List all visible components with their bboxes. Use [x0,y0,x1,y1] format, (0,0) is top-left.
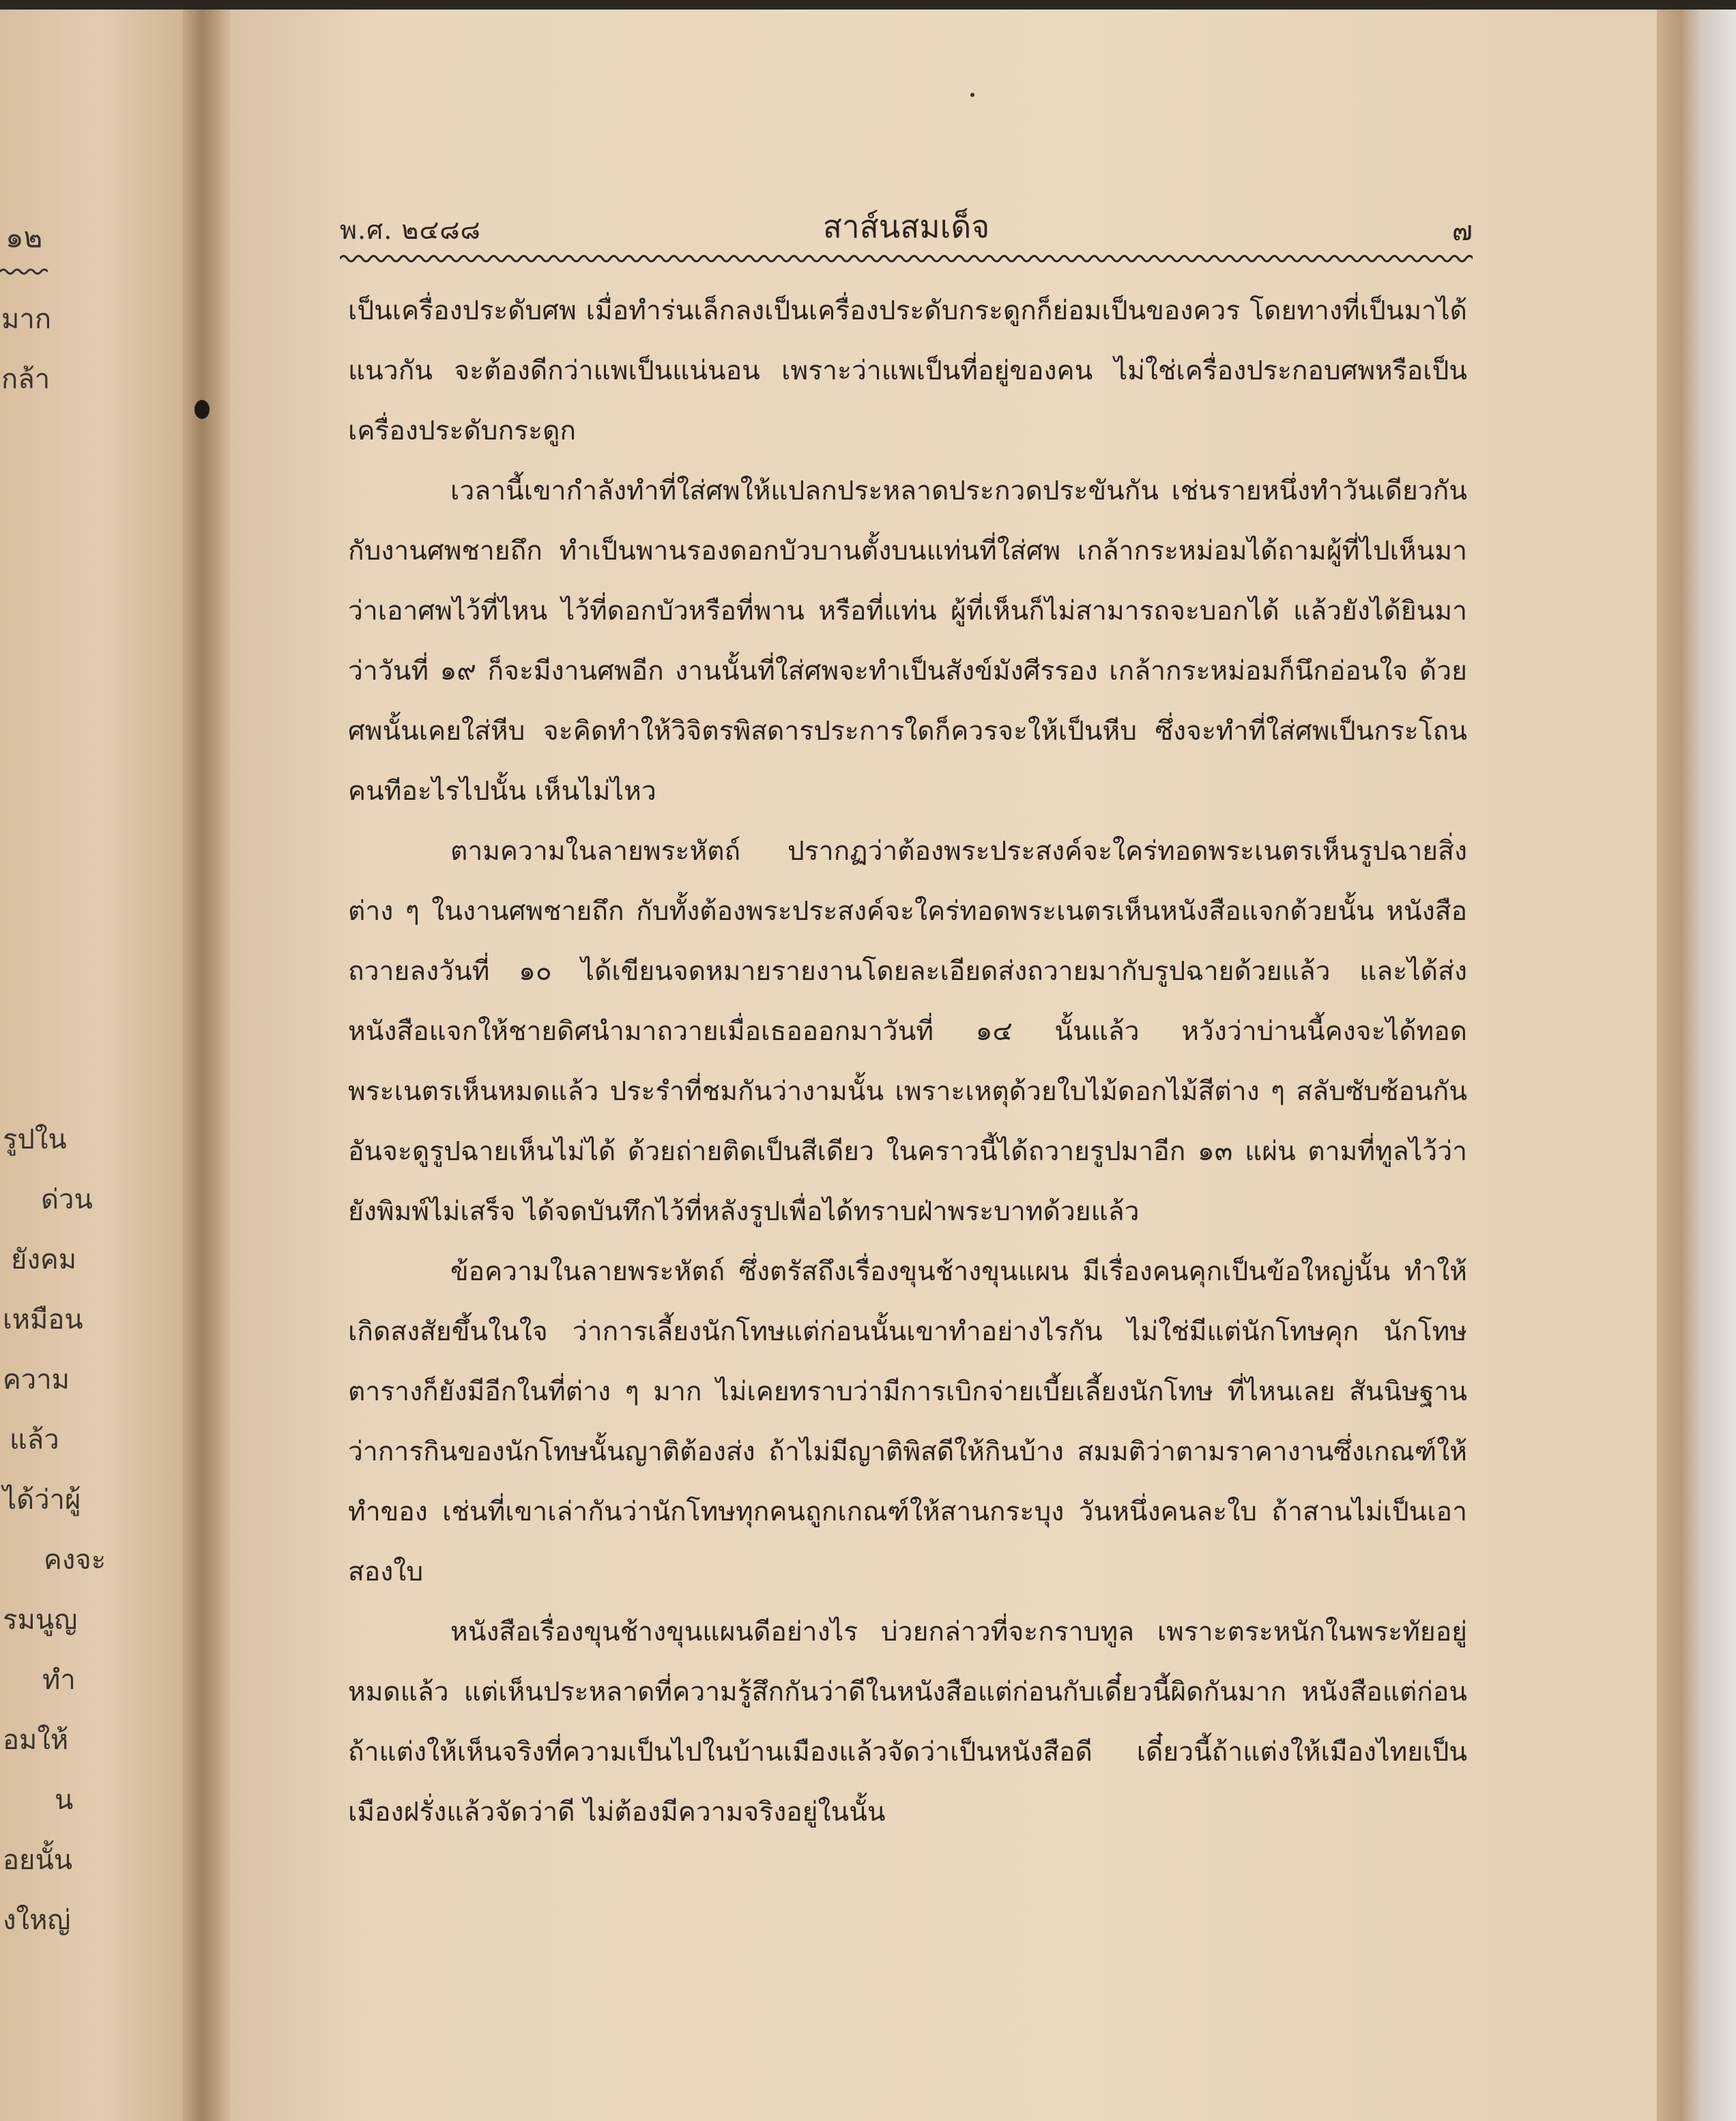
facing-fragment: มาก [1,304,52,335]
wavy-header-rule [340,251,1473,266]
body-text [348,281,1467,1843]
facing-fragment: งใหญ่ [3,1905,71,1936]
header-year: พ.ศ. ๒๔๘๘ [340,215,481,245]
facing-fragment: รมนูญ [3,1604,78,1636]
paper-speck [970,93,974,97]
book-spine-shadow [183,0,231,2121]
binding-hole [194,400,209,419]
facing-page-number: ๑๒ [5,220,43,254]
facing-fragment: อยนั้น [3,1845,73,1876]
paragraph: หนังสือเรื่องขุนช้างขุนแผนดีอย่างไร บ่วยกล่าวที่จะกราบทูล เพราะตระหนักในพระทัยอยู่หมดแล้ว แต่เห็นประหลาดที่ความรู้สึกกันว่าดีในหนังสือแต่ก่อนกับเดี๋ยวนี้ผิดกันมาก หนังสือแต่ก่อนถ้าแต่งให้เห็นจริงที่ความเป็นไปในบ้านเมืองแล้วจัดว่าเป็นหนังสือดี เดี๋ยวนี้ถ้าแต่งให้เมืองไทยเป็นเมืองฝรั่งแล้วจัดว่าดี ไม่ต้องมีความจริงอยู่ในนั้น [348,1617,1467,1828]
facing-fragment: รูปใน [3,1124,67,1155]
running-header [340,197,1473,251]
facing-fragment: ได้ว่าผู้ [3,1484,81,1516]
scan-top-border [0,0,1736,10]
page-number: ๗ [1451,216,1473,247]
header-title: สาส์นสมเด็จ [822,208,990,245]
facing-fragment: ยังคม [11,1244,77,1275]
facing-fragment: ด่วน [41,1184,93,1215]
facing-fragment: กล้า [1,364,50,395]
paragraph: ข้อความในลายพระหัตถ์ ซึ่งตรัสถึงเรื่องขุนช้างขุนแผน มีเรื่องคนคุกเป็นข้อใหญ่นั้น ทำให้เกิดสงสัยขึ้นในใจ ว่าการเลี้ยงนักโทษแต่ก่อนนั้นเขาทำอย่างไรกัน ไม่ใช่มีแต่นักโทษคุก นักโทษตารางก็ยังมีอีกในที่ต่าง ๆ มาก ไม่เคยทราบว่ามีการเบิกจ่ายเบี้ยเลี้ยงนักโทษ ที่ไหนเลย สันนิษฐานว่าการกินของนักโทษนั้นญาติต้องส่ง ถ้าไม่มีญาติพิสดีให้กินบ้าง สมมติว่าตามราคางานซึ่งเกณฑ์ให้ทำของ เช่นที่เขาเล่ากันว่านักโทษทุกคนถูกเกณฑ์ให้สานกระบุง วันหนึ่งคนละใบ ถ้าสานไม่เป็นเอาสองใบ [348,1256,1467,1587]
facing-fragment: แล้ว [10,1424,59,1456]
facing-fragment: ความ [3,1364,70,1396]
facing-fragment: อมให้ [3,1725,69,1756]
paragraph: ตามความในลายพระหัตถ์ ปรากฏว่าต้องพระประสงค์จะใคร่ทอดพระเนตรเห็นรูปฉายสิ่งต่าง ๆ ในงานศพชายถึก กับทั้งต้องพระประสงค์จะใคร่ทอดพระเนตรเห็นหนังสือแจกด้วยนั้น หนังสือถวายลงวันที่ ๑๐ ได้เขียนจดหมายรายงานโดยละเอียดส่งถวายมากับรูปฉายด้วยแล้ว และได้ส่งหนังสือแจกให้ชายดิศนำมาถวายเมื่อเธอออกมาวันที่ ๑๔ นั้นแล้ว หวังว่าบ่านนี้คงจะได้ทอดพระเนตรเห็นหมดแล้ว ประรำที่ชมกันว่างามนั้น เพราะเหตุด้วยใบไม้ดอกไม้สีต่าง ๆ สลับซับซ้อนกัน อันจะดูรูปฉายเห็นไม่ได้ ด้วยถ่ายติดเป็นสีเดียว ในคราวนี้ได้ถวายรูปมาอีก ๑๓ แผ่น ตามที่ทูลไว้ว่ายังพิมพ์ไม่เสร็จ ได้จดบันทึกไว้ที่หลังรูปเพื่อได้ทราบฝ่าพระบาทด้วยแล้ว [348,836,1467,1227]
facing-page-margin [0,0,183,2121]
facing-fragment: ทำ [42,1664,76,1696]
paragraph: เป็นเครื่องประดับศพ เมื่อทำร่นเล็กลงเป็นเครื่องประดับกระดูกก็ย่อมเป็นของควร โดยทางที่เป็นมาได้แนวกัน จะต้องดีกว่าแพเป็นแน่นอน เพราะว่าแพเป็นที่อยู่ของคน ไม่ใช่เครื่องประกอบศพหรือเป็นเครื่องประดับกระดูก [348,295,1467,446]
facing-fragment: น [55,1785,74,1816]
facing-page-header-rule [0,268,48,276]
paragraph: เวลานี้เขากำลังทำที่ใส่ศพให้แปลกประหลาดประกวดประขันกัน เช่นรายหนึ่งทำวันเดียวกันกับงานศพชายถึก ทำเป็นพานรองดอกบัวบานตั้งบนแท่นที่ใส่ศพ เกล้ากระหม่อมได้ถามผู้ที่ไปเห็นมา ว่าเอาศพไว้ที่ไหน ไว้ที่ดอกบัวหรือที่พาน หรือที่แท่น ผู้ที่เห็นก็ไม่สามารถจะบอกได้ แล้วยังได้ยินมาว่าวันที่ ๑๙ ก็จะมีงานศพอีก งานนั้นที่ใส่ศพจะทำเป็นสังข์มังศีรรอง เกล้ากระหม่อมก็นึกอ่อนใจ ด้วยศพนั้นเคยใส่หีบ จะคิดทำให้วิจิตรพิสดารประการใดก็ควรจะให้เป็นหีบ ซึ่งจะทำที่ใส่ศพเป็นกระโถนคนทีอะไรไปนั้น เห็นไม่ไหว [348,476,1467,807]
page-edge-shadow [1657,0,1736,2121]
facing-fragment: เหมือน [3,1304,83,1336]
facing-fragment: คงจะ [44,1544,106,1576]
